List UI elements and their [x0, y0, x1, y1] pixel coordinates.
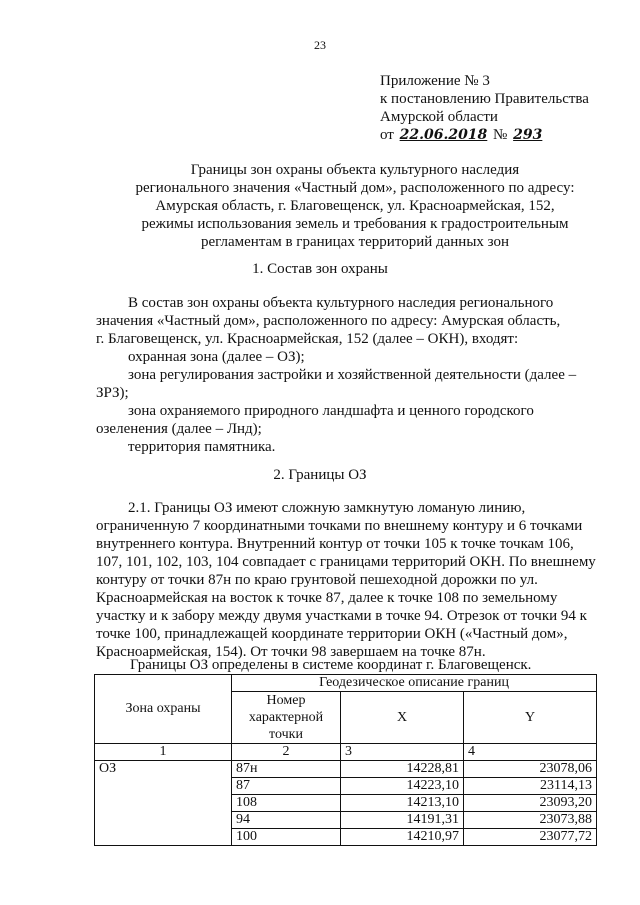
col-number: 1	[95, 744, 232, 761]
appendix-line-2: к постановлению Правительства	[380, 91, 589, 107]
section-2-paragraph	[96, 499, 596, 661]
appendix-line-1: Приложение № 3	[380, 73, 490, 89]
x-cell: 14210,97	[341, 829, 464, 846]
point-cell: 94	[232, 812, 341, 829]
y-cell: 23077,72	[464, 829, 597, 846]
table-number-row	[95, 744, 597, 761]
zone-cell: ОЗ	[95, 761, 232, 846]
table-caption: Границы ОЗ определены в системе координат г. Благовещенск.	[130, 657, 532, 673]
x-cell: 14191,31	[341, 812, 464, 829]
point-cell: 87	[232, 778, 341, 795]
appendix-date-line	[380, 126, 589, 144]
list-item: территория памятника.	[128, 439, 276, 455]
y-cell: 23093,20	[464, 795, 597, 812]
list-item: охранная зона (далее – ОЗ);	[128, 349, 305, 365]
paragraph-line: ограниченную 7 координатными точками по внешнему контуру и 6 точками	[96, 518, 583, 534]
col-number: 2	[232, 744, 341, 761]
header-point: Номер характерной точки	[232, 692, 341, 744]
col-number: 3	[341, 744, 464, 761]
document-title	[110, 161, 600, 251]
handwritten-date: 22.06.2018	[399, 127, 488, 143]
table-row	[95, 761, 597, 778]
col-number: 4	[464, 744, 597, 761]
y-cell: 23078,06	[464, 761, 597, 778]
appendix-block	[380, 72, 589, 144]
paragraph-line: г. Благовещенск, ул. Красноармейская, 152 (далее – ОКН), входят:	[96, 331, 519, 347]
from-label: от	[380, 127, 394, 143]
x-cell: 14213,10	[341, 795, 464, 812]
paragraph-line: Красноармейская, 154). От точки 98 завершаем на точке 87н.	[96, 644, 486, 660]
table-header-row	[95, 675, 597, 692]
page-number: 23	[314, 38, 326, 52]
x-cell: 14223,10	[341, 778, 464, 795]
handwritten-number: 293	[513, 127, 543, 143]
title-line: Амурская область, г. Благовещенск, ул. Красноармейская, 152,	[155, 198, 555, 214]
paragraph-line: 107, 101, 102, 103, 104 совпадает с границами территорий ОКН. По внешнему	[96, 554, 596, 570]
title-line: регионального значения «Частный дом», расположенного по адресу:	[135, 180, 575, 196]
coordinates-table	[94, 674, 597, 846]
point-cell: 108	[232, 795, 341, 812]
y-cell: 23114,13	[464, 778, 597, 795]
point-cell: 100	[232, 829, 341, 846]
paragraph-line: значения «Частный дом», расположенного по адресу: Амурская область,	[96, 313, 561, 329]
section-1-paragraph	[96, 294, 592, 456]
list-item: зона охраняемого природного ландшафта и ценного городского	[128, 403, 534, 419]
title-line: режимы использования земель и требования к градостроительным	[141, 216, 569, 232]
paragraph-line: участку и к забору между двумя участками в точке 94. Отрезок от точки 94 к	[96, 608, 587, 624]
list-item: ЗРЗ);	[96, 385, 129, 401]
paragraph-line: В состав зон охраны объекта культурного наследия регионального	[128, 295, 554, 311]
paragraph-line: точке 100, принадлежащей координате территории ОКН («Частный дом»,	[96, 626, 568, 642]
y-cell: 23073,88	[464, 812, 597, 829]
header-x: X	[341, 692, 464, 744]
list-item: зона регулирования застройки и хозяйственной деятельности (далее –	[128, 367, 577, 383]
paragraph-line: 2.1. Границы ОЗ имеют сложную замкнутую ломаную линию,	[128, 500, 526, 516]
point-cell: 87н	[232, 761, 341, 778]
section-2-heading: 2. Границы ОЗ	[273, 467, 367, 483]
paragraph-line: контуру от точки 87н по краю грунтовой пешеходной дорожки по ул.	[96, 572, 538, 588]
list-item: озеленения (далее – Лнд);	[96, 421, 262, 437]
header-zone: Зона охраны	[95, 675, 232, 744]
paragraph-line: внутреннего контура. Внутренний контур от точки 105 к точке точкам 106,	[96, 536, 574, 552]
section-1-heading: 1. Состав зон охраны	[252, 261, 388, 277]
title-line: Границы зон охраны объекта культурного наследия	[190, 162, 520, 178]
appendix-line-3: Амурской области	[380, 109, 498, 125]
x-cell: 14228,81	[341, 761, 464, 778]
header-geo: Геодезическое описание границ	[232, 675, 597, 692]
title-line: регламентам в границах территорий данных зон	[200, 234, 510, 250]
header-y: Y	[464, 692, 597, 744]
paragraph-line: Красноармейская на восток к точке 87, далее к точке 108 по земельному	[96, 590, 558, 606]
number-label: №	[493, 127, 508, 143]
